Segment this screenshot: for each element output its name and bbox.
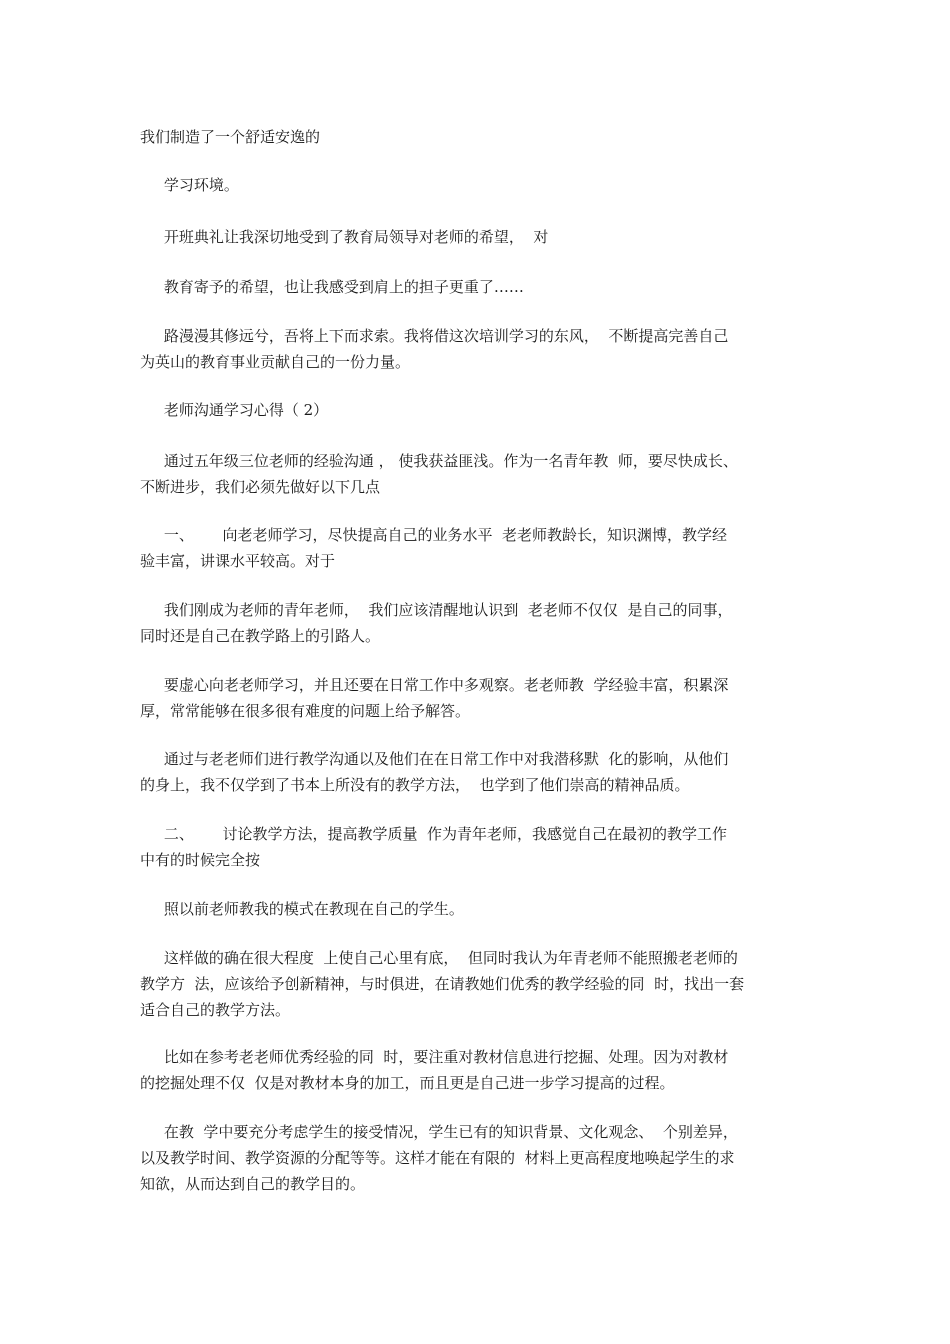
text-line: 不断进步，我们必须先做好以下几点 xyxy=(140,478,381,496)
paragraph xyxy=(140,448,812,500)
text-line: 验丰富，讲课水平较高。对于 xyxy=(140,552,336,570)
text-line: 的身上，我不仅学到了书本上所没有的教学方法， 也学到了他们崇高的精神品质。 xyxy=(140,776,690,794)
text-line: 通过五年级三位老师的经验沟通 ， 使我获益匪浅。作为一名青年教 师，要尽快成长、 xyxy=(140,452,738,470)
paragraph xyxy=(140,896,812,922)
text-line: 我们制造了一个舒适安逸的 xyxy=(140,128,321,146)
text-line: 要虚心向老老师学习，并且还要在日常工作中多观察。老老师教 学经验丰富，积累深 xyxy=(140,676,729,694)
text-line: 通过与老老师们进行教学沟通以及他们在在日常工作中对我潜移默 化的影响，从他们 xyxy=(140,750,729,768)
text-line: 我们刚成为老师的青年老师， 我们应该清醒地认识到 老老师不仅仅 是自己的同事， xyxy=(140,601,733,619)
text-line: 照以前老师教我的模式在教现在自己的学生。 xyxy=(140,900,464,918)
paragraph xyxy=(140,124,812,150)
paragraph xyxy=(140,1044,812,1096)
text-line: 这样做的确在很大程度 上使自己心里有底， 但同时我认为年青老师不能照搬老老师的 xyxy=(140,949,738,967)
text-line: 的挖掘处理不仅 仅是对教材本身的加工，而且更是自己进一步学习提高的过程。 xyxy=(140,1074,675,1092)
paragraph xyxy=(140,323,812,375)
paragraph xyxy=(140,746,812,798)
paragraph xyxy=(140,522,812,574)
text-line: 在教 学中要充分考虑学生的接受情况，学生已有的知识背景、文化观念、 个别差异， xyxy=(140,1123,738,1141)
paragraph xyxy=(140,1119,812,1197)
paragraph xyxy=(140,172,812,198)
text-line: 教育寄予的希望，也让我感受到肩上的担子更重了…… xyxy=(140,278,524,296)
text-line: 以及教学时间、教学资源的分配等等。这样才能在有限的 材料上更高程度地唤起学生的求 xyxy=(140,1149,735,1167)
text-line: 一、 向老老师学习，尽快提高自己的业务水平 老老师教龄长，知识渊博，教学经 xyxy=(140,526,727,544)
text-line: 中有的时候完全按 xyxy=(140,851,261,869)
text-line: 同时还是自己在教学路上的引路人。 xyxy=(140,627,381,645)
paragraph xyxy=(140,672,812,724)
text-line: 教学方 法，应该给予创新精神，与时俱进，在请教她们优秀的教学经验的同 时，找出一套 xyxy=(140,975,745,993)
paragraph xyxy=(140,224,812,250)
text-line: 比如在参考老老师优秀经验的同 时，要注重对教材信息进行挖掘、处理。因为对教材 xyxy=(140,1048,729,1066)
paragraph xyxy=(140,274,812,300)
text-line: 老师沟通学习心得（ 2） xyxy=(140,401,329,419)
text-line: 路漫漫其修远兮，吾将上下而求索。我将借这次培训学习的东风， 不断提高完善自己 xyxy=(140,327,729,345)
paragraph xyxy=(140,397,812,423)
paragraph xyxy=(140,945,812,1023)
text-line: 厚，常常能够在很多很有难度的问题上给予解答。 xyxy=(140,702,471,720)
text-line: 二、 讨论教学方法，提高教学质量 作为青年老师，我感觉自己在最初的教学工作 xyxy=(140,825,727,843)
text-line: 学习环境。 xyxy=(140,176,239,194)
text-line: 开班典礼让我深切地受到了教育局领导对老师的希望， 对 xyxy=(140,228,549,246)
text-line: 为英山的教育事业贡献自己的一份力量。 xyxy=(140,353,411,371)
paragraph xyxy=(140,597,812,649)
text-line: 适合自己的教学方法。 xyxy=(140,1001,291,1019)
text-line: 知欲，从而达到自己的教学目的。 xyxy=(140,1175,366,1193)
paragraph xyxy=(140,821,812,873)
